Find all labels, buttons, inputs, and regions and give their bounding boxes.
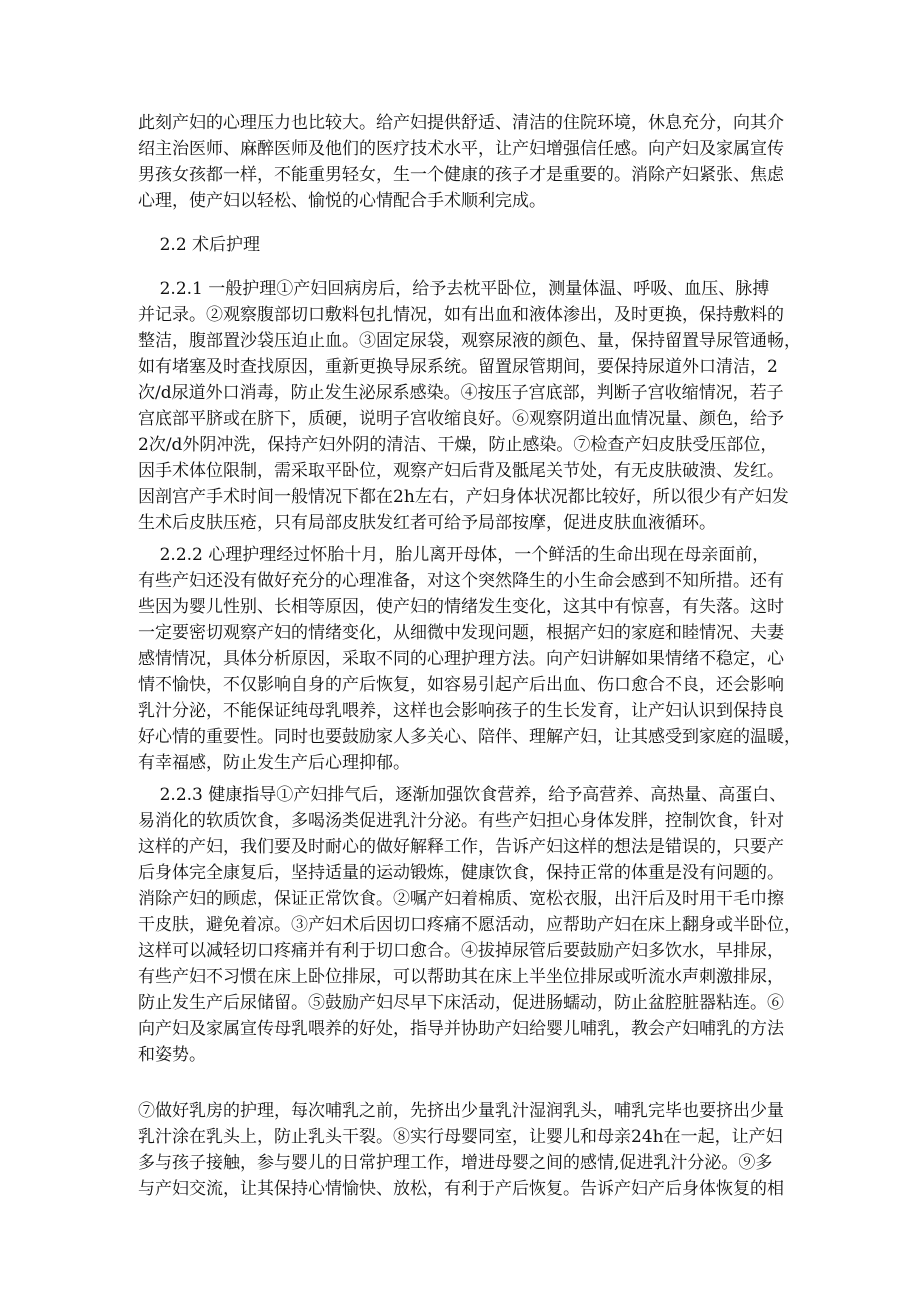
- text-line: ⑦做好乳房的护理，每次哺乳之前，先挤出少量乳汁湿润乳头，哺乳完毕也要挤出少量: [138, 1101, 784, 1121]
- text-line: 这样的产妇，我们要及时耐心的做好解释工作，告诉产妇这样的想法是错误的，只要产: [138, 837, 784, 857]
- text-line: 2.2.2 心理护理经过怀胎十月，胎儿离开母体，一个鲜活的生命出现在母亲面前，: [138, 545, 770, 565]
- paragraph-general-care: [138, 276, 801, 536]
- text-line: 2次/d外阴冲洗，保持产妇外阴的清洁、干燥，防止感染。⑦检查产妇皮肤受压部位，: [138, 435, 778, 455]
- text-line: 这样可以减轻切口疼痛并有利于切口愈合。④拔掉尿管后要鼓励产妇多饮水，早排尿，: [138, 941, 784, 961]
- text-line: 心理，使产妇以轻松、愉悦的心情配合手术顺利完成。: [138, 191, 546, 211]
- text-line: 多与孩子接触，参与婴儿的日常护理工作，增进母婴之间的感情,促进乳汁分泌。⑨多: [138, 1153, 773, 1173]
- paragraph-health-guidance: [138, 782, 801, 1068]
- text-line: 一定要密切观察产妇的情绪变化，从细微中发现问题，根据产妇的家庭和睦情况、夫妻: [138, 623, 784, 643]
- text-line: 整洁，腹部置沙袋压迫止血。③固定尿袋，观察尿液的颜色、量，保持留置导尿管通畅，: [138, 331, 801, 351]
- text-line: 些因为婴儿性别、长相等原因，使产妇的情绪发生变化，这其中有惊喜，有失落。这时: [138, 597, 784, 617]
- text-line: 消除产妇的顾虑，保证正常饮食。②嘱产妇着棉质、宽松衣服，出汗后及时用干毛巾擦: [138, 889, 784, 909]
- text-line: 因手术体位限制，需采取平卧位，观察产妇后背及骶尾关节处，有无皮肤破溃、发红。: [138, 461, 784, 481]
- text-line: 因剖宫产手术时间一般情况下都在2h左右，产妇身体状况都比较好，所以很少有产妇发: [138, 487, 789, 507]
- text-line: 防止发生产后尿储留。⑤鼓励产妇尽早下床活动，促进肠蠕动，防止盆腔脏器粘连。⑥: [138, 993, 784, 1013]
- text-line: 有些产妇不习惯在床上卧位排尿，可以帮助其在床上半坐位排尿或听流水声刺激排尿，: [138, 967, 784, 987]
- text-line: 并记录。②观察腹部切口敷料包扎情况，如有出血和液体渗出，及时更换，保持敷料的: [138, 305, 784, 325]
- section-heading-postoperative-care: [138, 232, 798, 258]
- text-line: 男孩女孩都一样，不能重男轻女，生一个健康的孩子才是重要的。消除产妇紧张、焦虑: [138, 165, 784, 185]
- text-line: 次/d尿道外口消毒，防止发生泌尿系感染。④按压子宫底部，判断子宫收缩情况，若子: [138, 383, 784, 403]
- text-line: 乳汁涂在乳头上，防止乳头干裂。⑧实行母婴同室，让婴儿和母亲24h在一起，让产妇: [138, 1127, 783, 1147]
- text-line: 如有堵塞及时查找原因，重新更换导尿系统。留置尿管期间，要保持尿道外口清洁，2: [138, 357, 778, 377]
- text-line: 感情情况，具体分析原因，采取不同的心理护理方法。向产妇讲解如果情绪不稳定，心: [138, 649, 784, 669]
- text-line: 干皮肤，避免着凉。③产妇术后因切口疼痛不愿活动，应帮助产妇在床上翻身或半卧位，: [138, 915, 801, 935]
- paragraph-preoperative-psychology: [138, 110, 798, 214]
- text-line: 宫底部平脐或在脐下，质硬，说明子宫收缩良好。⑥观察阴道出血情况量、颜色，给予: [138, 409, 784, 429]
- text-line: 2.2.3 健康指导①产妇排气后，逐渐加强饮食营养，给予高营养、高热量、高蛋白、: [138, 785, 787, 805]
- text-line: 易消化的软质饮食，多喝汤类促进乳汁分泌。有些产妇担心身体发胖，控制饮食，针对: [138, 811, 784, 831]
- text-line: 有幸福感，防止发生产后心理抑郁。: [138, 753, 410, 773]
- text-line: 好心情的重要性。同时也要鼓励家人多关心、陪伴、理解产妇，让其感受到家庭的温暖，: [138, 727, 801, 747]
- text-line: 2.2.1 一般护理①产妇回病房后，给予去枕平卧位，测量体温、呼吸、血压、脉搏: [138, 279, 770, 299]
- text-line: 有些产妇还没有做好充分的心理准备，对这个突然降生的小生命会感到不知所措。还有: [138, 571, 784, 591]
- paragraph-psychological-care: [138, 542, 801, 776]
- text-line: 和姿势。: [138, 1045, 206, 1065]
- text-line: 绍主治医师、麻醉医师及他们的医疗技术水平，让产妇增强信任感。向产妇及家属宣传: [138, 139, 784, 159]
- text-line: 向产妇及家属宣传母乳喂养的好处，指导并协助产妇给婴儿哺乳，教会产妇哺乳的方法: [138, 1019, 784, 1039]
- paragraph-breast-care: [138, 1098, 798, 1202]
- text-line: 后身体完全康复后，坚持适量的运动锻炼，健康饮食，保持正常的体重是没有问题的。: [138, 863, 784, 883]
- text-line: 与产妇交流，让其保持心情愉快、放松，有利于产后恢复。告诉产妇产后身体恢复的相: [138, 1179, 784, 1199]
- text-line: 情不愉快，不仅影响自身的产后恢复，如容易引起产后出血、伤口愈合不良，还会影响: [138, 675, 784, 695]
- text-line: 生术后皮肤压疮，只有局部皮肤发红者可给予局部按摩，促进皮肤血液循环。: [138, 513, 716, 533]
- text-line: 乳汁分泌，不能保证纯母乳喂养，这样也会影响孩子的生长发育，让产妇认识到保持良: [138, 701, 784, 721]
- text-line: 此刻产妇的心理压力也比较大。给产妇提供舒适、清洁的住院环境，休息充分，向其介: [138, 113, 784, 133]
- section-heading: 2.2 术后护理: [138, 235, 261, 255]
